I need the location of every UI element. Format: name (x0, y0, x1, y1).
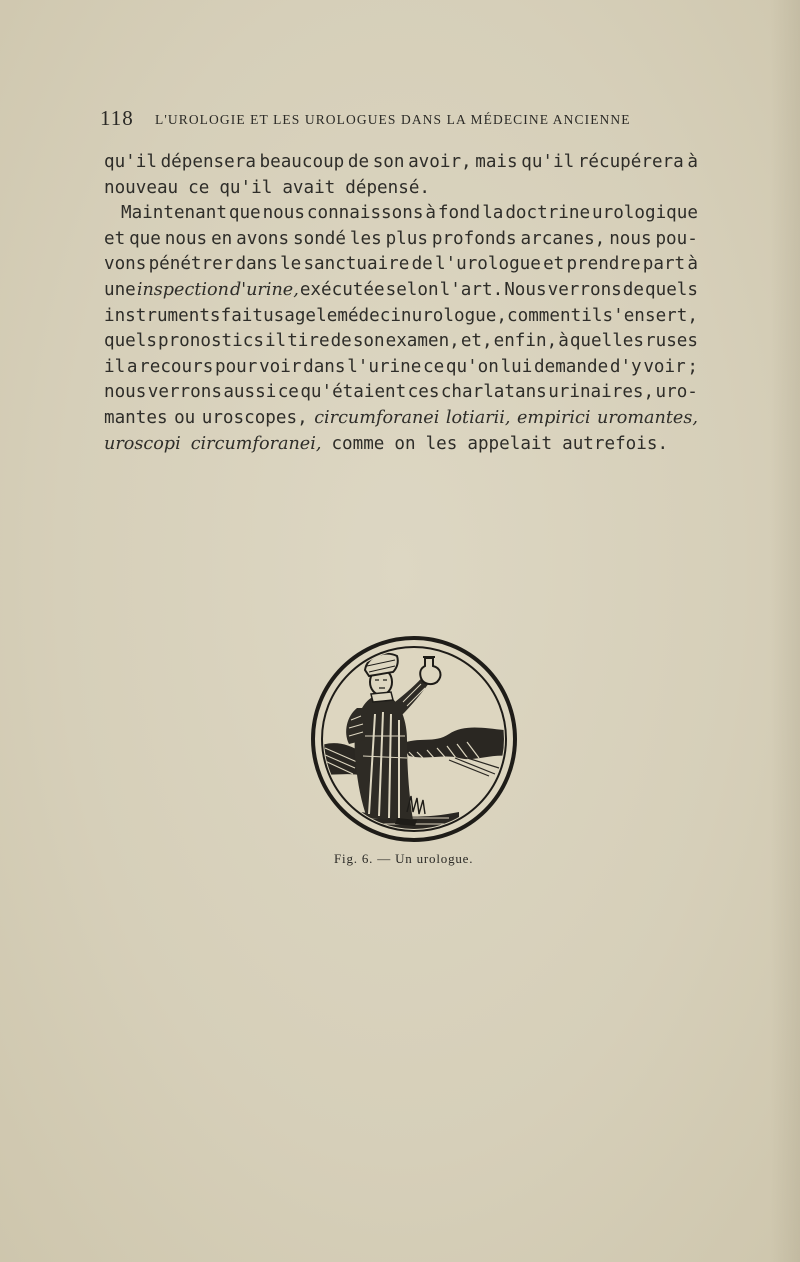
word: circumforanei (314, 407, 440, 428)
body-text (104, 150, 698, 457)
word: sondé (293, 228, 346, 249)
word: dépensé. (345, 177, 431, 198)
word: il (264, 331, 287, 352)
word: fond (437, 203, 481, 224)
word: il (104, 356, 126, 377)
word: ou (174, 407, 196, 428)
running-head (100, 106, 675, 132)
word: avons (236, 228, 290, 249)
word-space (209, 176, 219, 202)
word: de (622, 279, 644, 300)
word: plus (385, 228, 428, 249)
word: avoir, (408, 152, 472, 172)
word: inspection (136, 279, 229, 300)
word: empirici (517, 407, 591, 428)
text-line (104, 380, 698, 406)
word: selon (385, 279, 439, 300)
word: à (687, 152, 698, 172)
word: nous (104, 382, 147, 403)
word: verrons (547, 279, 622, 300)
word: la (482, 203, 504, 224)
page-edge-shadow (770, 0, 800, 1262)
word: exécutée (299, 279, 385, 300)
text-line (104, 201, 698, 227)
text-line (104, 355, 698, 381)
word: prendre (566, 254, 641, 275)
word: part (642, 254, 686, 275)
word: les (425, 433, 458, 454)
word: le (280, 254, 302, 275)
word: arcanes, (520, 228, 606, 249)
word: d'urine, (229, 279, 299, 300)
word: ces (407, 382, 440, 403)
word: nous (609, 228, 652, 249)
word: voir (643, 356, 686, 377)
word: en (211, 228, 233, 249)
word: tire (287, 331, 330, 352)
word: il (581, 305, 603, 326)
word-space (181, 432, 191, 458)
word: que (228, 203, 261, 224)
word: nous (262, 203, 305, 224)
word: récupérera (577, 152, 684, 172)
word: doctrine (505, 203, 591, 224)
word: vons (104, 254, 147, 275)
word: lui (500, 356, 533, 377)
urologist-woodcut-illustration (309, 636, 519, 842)
word: pronostics (158, 331, 264, 352)
page-number: 118 (100, 106, 134, 130)
word: on (394, 433, 416, 454)
word: appelait (467, 433, 553, 454)
word: aussi (223, 382, 277, 403)
word: ce (277, 382, 299, 403)
word: qu'il (219, 177, 273, 198)
word: avait (282, 177, 336, 198)
word: uro- (655, 382, 698, 403)
word: urologue, (411, 305, 507, 326)
word-space (321, 432, 331, 458)
word: nous (164, 228, 208, 249)
word: d'y (609, 356, 642, 377)
word: pou- (655, 228, 698, 249)
word: ce (423, 356, 445, 377)
word: l'urologue (434, 254, 541, 275)
word: qu'il (104, 152, 157, 172)
word: une (104, 279, 136, 300)
word: comment (507, 305, 582, 326)
word-space (416, 432, 426, 458)
word: sert, (644, 305, 698, 326)
word: pour (215, 356, 258, 377)
word: recours (139, 356, 214, 377)
word: Nous (504, 279, 547, 300)
word: urologique (592, 203, 698, 224)
word: les (349, 228, 382, 249)
word: de (330, 331, 352, 352)
word: verrons (147, 382, 222, 403)
word: mantes (104, 407, 168, 428)
word: le (316, 305, 338, 326)
word: examen, (385, 331, 460, 352)
word: fait (220, 305, 263, 326)
word: a (126, 356, 138, 377)
word-space (457, 432, 467, 458)
word: usage (263, 305, 317, 326)
running-title: L'UROLOGIE ET LES UROLOGUES DANS LA MÉDECINE ANCIENNE (155, 112, 631, 127)
word: uroscopes, (201, 407, 308, 428)
word: quels (104, 331, 157, 352)
figure-caption: Fig. 6. — Un urologue. (334, 851, 474, 866)
word: ruses (645, 331, 698, 352)
word: connaissons (306, 203, 424, 224)
word: nouveau (104, 177, 179, 198)
word: autrefois. (562, 433, 669, 454)
text-line (104, 432, 698, 458)
word: dans (235, 254, 278, 275)
word: lotiarii, (445, 407, 511, 428)
word-space (552, 432, 562, 458)
word: et, (460, 331, 493, 352)
word: et (543, 254, 565, 275)
word: beaucoup (259, 152, 345, 172)
figure-urologist-woodcut (309, 636, 519, 842)
word: comme (331, 433, 385, 454)
word: l'urine (347, 356, 422, 377)
text-line (104, 278, 698, 304)
word-space (272, 176, 282, 202)
word: ; (687, 356, 698, 377)
word: de (347, 152, 370, 172)
word: profonds (431, 228, 517, 249)
text-line (104, 150, 698, 176)
word: dépensera (160, 152, 256, 172)
text-line (104, 176, 698, 202)
word: qu'étaient (300, 382, 407, 403)
word: sanctuaire (303, 254, 410, 275)
word: uroscopi (104, 433, 181, 454)
word: qu'on (445, 356, 499, 377)
text-line (104, 227, 698, 253)
word: instruments (104, 305, 221, 326)
word: s'en (602, 305, 645, 326)
word: et (104, 228, 126, 249)
word: médecin (337, 305, 412, 326)
word: uromantes, (597, 407, 698, 428)
word: charlatans (440, 382, 547, 403)
word: quels (645, 279, 698, 300)
word: urinaires, (548, 382, 655, 403)
word: de (411, 254, 433, 275)
word: quelles (569, 331, 644, 352)
word: à (558, 331, 569, 352)
word: que (129, 228, 161, 249)
word-space (178, 176, 188, 202)
word: son (352, 331, 385, 352)
word: son (372, 152, 405, 172)
word: à (425, 203, 436, 224)
word-space (335, 176, 345, 202)
word: circumforanei, (190, 433, 322, 454)
word: à (687, 254, 698, 275)
text-line (104, 329, 698, 355)
text-line (104, 304, 698, 330)
word: Maintenant (121, 203, 227, 224)
word: enfin, (493, 331, 558, 352)
word: pénétrer (148, 254, 234, 275)
word: demande (534, 356, 609, 377)
text-line (104, 406, 698, 432)
word: qu'il (521, 152, 575, 172)
text-line (104, 252, 698, 278)
word-space (384, 432, 394, 458)
word: mais (475, 152, 518, 172)
word: voir (259, 356, 302, 377)
word: ce (188, 177, 210, 198)
word: dans (303, 356, 346, 377)
word: l'art. (439, 279, 504, 300)
